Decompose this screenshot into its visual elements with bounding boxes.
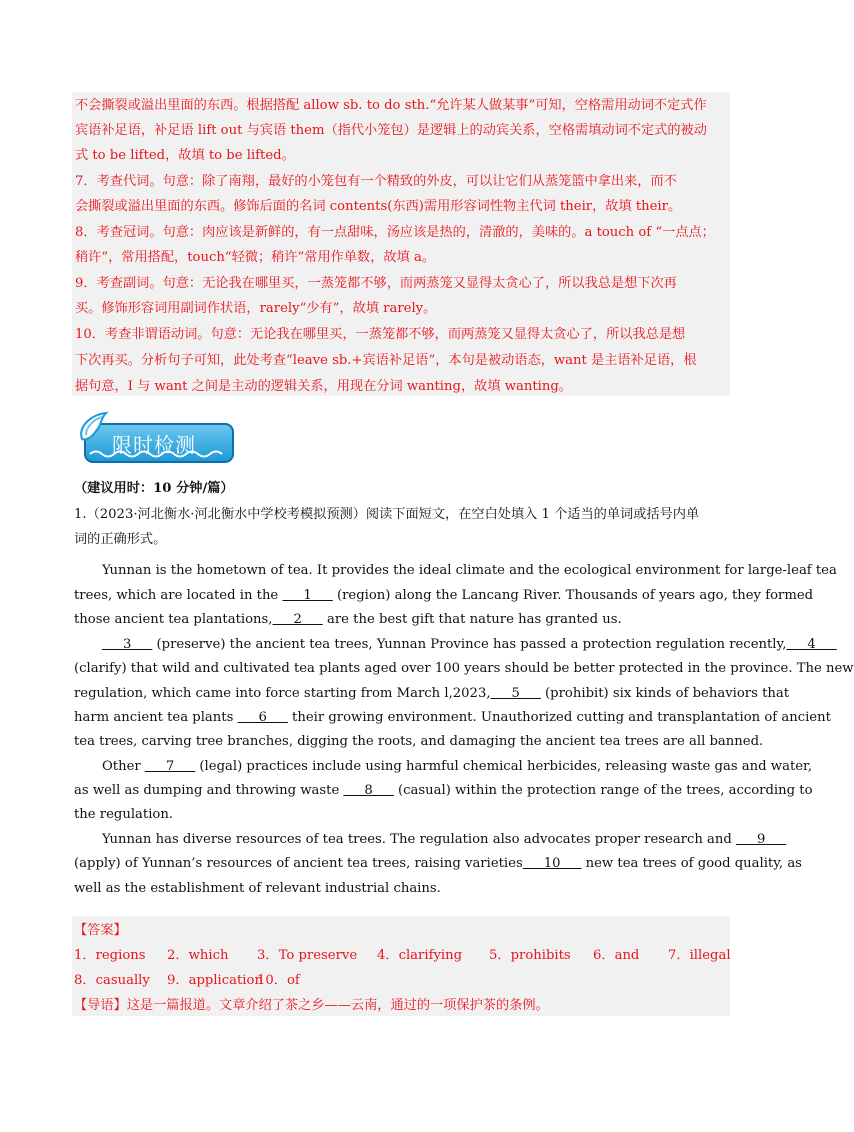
- passage-line: [74, 733, 763, 751]
- answer-label: 【答案】: [74, 923, 127, 938]
- explanation-line: 9．考查副词。句意：无论我在哪里买，一蒸笼都不够，而两蒸笼又显得太贪心了，所以我总是想下次再: [75, 276, 677, 291]
- explanation-line: 买。修饰形容词用副词作状语，rarely“少有”，故填 rarely。: [75, 301, 437, 316]
- passage-text: (legal) practices include using harmful chemical herbicides, releasing waste gas and water,: [195, 759, 813, 774]
- passage-text: (preserve) the ancient tea trees, Yunnan Province has passed a protection regulation recently,: [152, 637, 787, 652]
- passage-line: [102, 562, 837, 580]
- answer-item: 8．casually: [74, 973, 150, 988]
- passage-text: are the best gift that nature has granted us.: [322, 612, 622, 627]
- explanation-line: 10．考查非谓语动词。句意：无论我在哪里买，一蒸笼都不够，而两蒸笼又显得太贪心了，所以我总是想: [75, 327, 686, 342]
- time-hint: （建议用时：10 分钟/篇）: [74, 481, 234, 496]
- answer-item: 7．illegal: [668, 948, 731, 963]
- explanation-line: 下次再买。分析句子可知，此处考查“leave sb.+宾语补足语”，本句是被动语态，want 是主语补足语，根: [75, 353, 697, 368]
- passage-line: [74, 660, 854, 678]
- answer-item: 5．prohibits: [489, 948, 571, 963]
- passage-text: as well as dumping and throwing waste: [74, 783, 344, 798]
- passage-text: Other: [102, 759, 145, 774]
- section-title: 限时检测: [112, 433, 196, 457]
- passage-text: well as the establishment of relevant industrial chains.: [74, 881, 441, 896]
- explanation-line: 稍许”，常用搭配，touch“轻微；稍许”常用作单数，故填 a。: [75, 250, 436, 265]
- passage-text: (apply) of Yunnan’s resources of ancient tea trees, raising varieties: [74, 856, 523, 871]
- wave-decoration-icon: [90, 449, 228, 459]
- blank-1[interactable]: 1: [282, 588, 333, 603]
- passage-line: [74, 806, 173, 824]
- answer-item: 10．of: [257, 973, 300, 988]
- passage-text: tea trees, carving tree branches, digging the roots, and damaging the ancient tea trees are all banned.: [74, 734, 764, 749]
- passage-text: regulation, which came into force starting from March l,2023,: [74, 686, 491, 701]
- water-drop-icon: [76, 409, 116, 449]
- passage-line: [74, 587, 813, 605]
- question-intro: 词的正确形式。: [74, 532, 167, 547]
- blank-4[interactable]: 4: [786, 637, 837, 652]
- blank-9[interactable]: 9: [736, 832, 787, 847]
- blank-5[interactable]: 5: [490, 686, 541, 701]
- passage-line: [74, 611, 622, 629]
- passage-line: [102, 831, 786, 849]
- explanation-line: 宾语补足语，补足语 lift out 与宾语 them（指代小笼包）是逻辑上的动宾关系，空格需填动词不定式的被动: [75, 123, 707, 138]
- blank-10[interactable]: 10: [522, 856, 582, 871]
- lead-in: 【导语】这是一篇报道。文章介绍了茶之乡——云南，通过的一项保护茶的条例。: [74, 998, 549, 1013]
- passage-line: [74, 855, 802, 873]
- answer-item: 1．regions: [74, 948, 146, 963]
- passage-text: the regulation.: [74, 807, 174, 822]
- passage-line: [74, 685, 789, 703]
- answer-item: 4．clarifying: [377, 948, 463, 963]
- passage-line: [74, 880, 441, 898]
- passage-text: new tea trees of good quality, as: [581, 856, 802, 871]
- passage-text: Yunnan is the hometown of tea. It provides the ideal climate and the ecological environment for large-leaf tea: [102, 563, 837, 578]
- passage-text: trees, which are located in the: [74, 588, 283, 603]
- passage-line: [102, 636, 837, 654]
- section-badge: [76, 409, 238, 469]
- answer-item: 9．application: [167, 973, 263, 988]
- explanation-line: 会撕裂或溢出里面的东西。修饰后面的名词 contents(东西)需用形容词性物主代词 their，故填 their。: [75, 199, 682, 214]
- passage-text: (casual) within the protection range of the trees, according to: [393, 783, 813, 798]
- blank-2[interactable]: 2: [272, 612, 323, 627]
- question-intro: 1.（2023·河北衡水·河北衡水中学校考模拟预测）阅读下面短文，在空白处填入 1 个适当的单词或括号内单: [74, 507, 700, 522]
- blank-6[interactable]: 6: [237, 710, 288, 725]
- passage-text: (prohibit) six kinds of behaviors that: [540, 686, 790, 701]
- passage-text: (region) along the Lancang River. Thousands of years ago, they formed: [332, 588, 814, 603]
- explanation-line: 式 to be lifted，故填 to be lifted。: [75, 148, 295, 163]
- passage-text: Yunnan has diverse resources of tea trees. The regulation also advocates proper research and: [102, 832, 737, 847]
- explanation-line: 不会撕裂或溢出里面的东西。根据搭配 allow sb. to do sth.“允许某人做某事”可知，空格需用动词不定式作: [75, 98, 707, 113]
- blank-7[interactable]: 7: [144, 759, 196, 774]
- answer-item: 3．To preserve: [257, 948, 358, 963]
- answer-item: 2．which: [167, 948, 229, 963]
- passage-text: those ancient tea plantations,: [74, 612, 273, 627]
- passage-line: [102, 758, 812, 776]
- passage-text: (clarify) that wild and cultivated tea plants aged over 100 years should be better protected in the province. The new: [74, 661, 854, 676]
- explanation-line: 据句意，I 与 want 之间是主动的逻辑关系，用现在分词 wanting，故填 wanting。: [75, 379, 572, 394]
- blank-3[interactable]: 3: [102, 637, 153, 652]
- passage-line: [74, 782, 813, 800]
- passage-text: their growing environment. Unauthorized cutting and transplantation of ancient: [287, 710, 831, 725]
- blank-8[interactable]: 8: [343, 783, 394, 798]
- answer-item: 6．and: [593, 948, 640, 963]
- explanation-line: 7．考查代词。句意：除了南翔，最好的小笼包有一个精致的外皮，可以让它们从蒸笼篮中拿出来，而不: [75, 174, 677, 189]
- explanation-line: 8．考查冠词。句意：肉应该是新鲜的，有一点甜味，汤应该是热的，清澈的，美味的。a touch of “一点点；: [75, 225, 715, 240]
- passage-text: harm ancient tea plants: [74, 710, 238, 725]
- passage-line: [74, 709, 831, 727]
